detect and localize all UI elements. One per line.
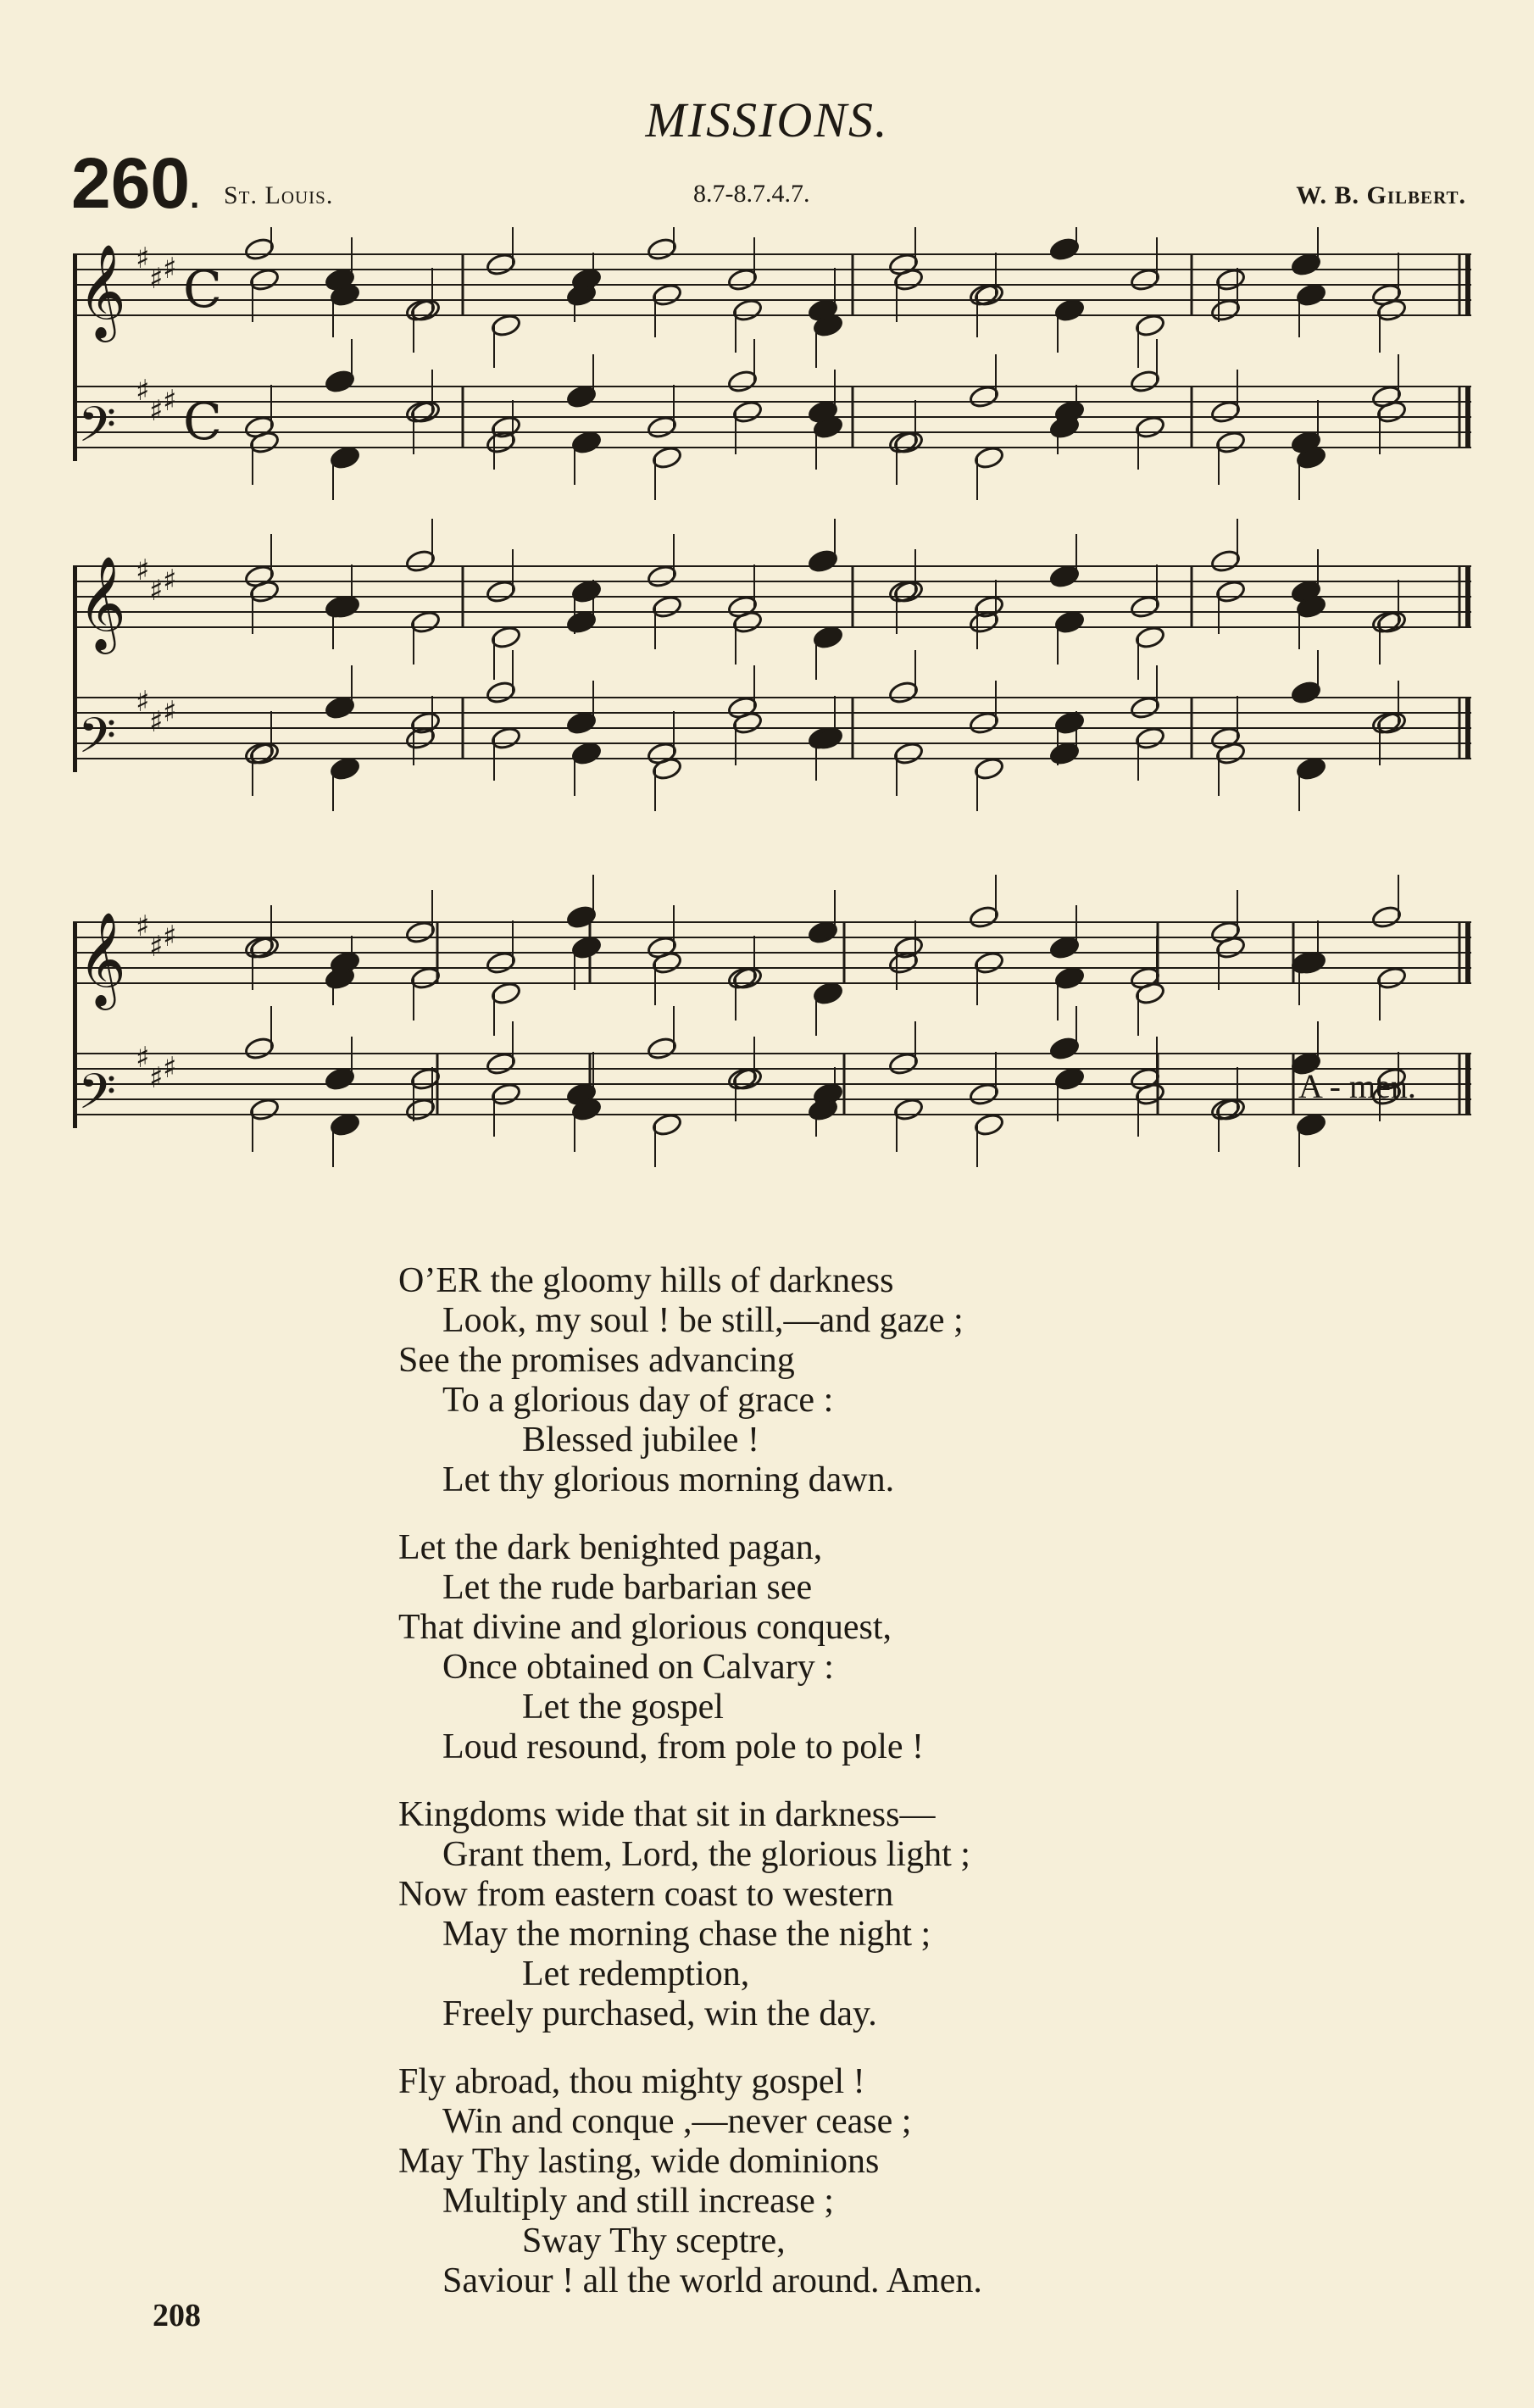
note-head <box>405 1097 436 1122</box>
note-head <box>1135 414 1166 440</box>
verse-line: Loud resound, from pole to pole ! <box>442 1727 925 1766</box>
sharp-sign: ♯ <box>136 909 150 943</box>
music-score <box>73 227 1471 1244</box>
note-head <box>330 756 361 781</box>
note-head <box>491 625 522 650</box>
note-head <box>1296 1112 1327 1137</box>
note-head <box>1210 298 1242 323</box>
verse-line: Let thy glorious morning dawn. <box>442 1460 895 1499</box>
note-head <box>652 445 683 470</box>
note-head <box>732 609 764 635</box>
note-head <box>1130 369 1161 394</box>
hymn-number-value: 260 <box>71 143 191 223</box>
hymn-number: 260. <box>71 143 200 223</box>
note-head <box>571 741 603 766</box>
verse-line: Let the gospel <box>522 1688 724 1727</box>
sharp-sign: ♯ <box>149 1061 164 1095</box>
sharp-sign: ♯ <box>149 262 164 296</box>
sharp-sign: ♯ <box>163 920 177 954</box>
sharp-sign: ♯ <box>136 1041 150 1075</box>
note-head <box>1296 756 1327 781</box>
note-head <box>486 680 517 705</box>
note-head <box>491 1082 522 1107</box>
note-head <box>486 1051 517 1076</box>
hymn-verses <box>398 1261 1458 2329</box>
note-head <box>974 445 1005 470</box>
note-head <box>1135 1082 1166 1107</box>
note-head <box>325 1066 356 1092</box>
verse-line: Now from eastern coast to western <box>398 1875 894 1914</box>
sharp-sign: ♯ <box>136 374 150 408</box>
note-head <box>969 384 1000 409</box>
sharp-sign: ♯ <box>163 384 177 418</box>
note-head <box>1049 564 1081 589</box>
note-head <box>652 950 683 976</box>
note-head <box>1215 741 1247 766</box>
note-head <box>249 430 281 455</box>
verse-line: Fly abroad, thou mighty gospel ! <box>398 2062 865 2101</box>
bass-clef: 𝄢 <box>78 396 117 465</box>
note-head <box>325 369 356 394</box>
note-head <box>732 298 764 323</box>
note-head <box>566 710 597 736</box>
note-head <box>571 935 603 960</box>
verse <box>398 1795 1458 2034</box>
note-head <box>1376 965 1408 991</box>
sharp-sign: ♯ <box>149 394 164 428</box>
note-head <box>1215 579 1247 604</box>
note-head <box>647 236 678 262</box>
common-time: C <box>183 260 222 320</box>
section-title: MISSIONS. <box>645 92 889 147</box>
verse-line: See the promises advancing <box>398 1341 795 1380</box>
note-head <box>571 579 603 604</box>
note-head <box>974 950 1005 976</box>
note-head <box>893 741 925 766</box>
note-head <box>1210 399 1242 425</box>
sharp-sign: ♯ <box>136 242 150 275</box>
note-head <box>1291 252 1322 277</box>
note-head <box>969 904 1000 930</box>
note-head <box>1135 313 1166 338</box>
sharp-sign: ♯ <box>149 574 164 608</box>
sharp-sign: ♯ <box>136 553 150 587</box>
verse-line: Saviour ! all the world around. Amen. <box>442 2261 982 2300</box>
treble-clef: 𝄞 <box>78 911 126 1006</box>
sharp-sign: ♯ <box>136 685 150 719</box>
note-head <box>486 950 517 976</box>
composer: W. B. Gilbert. <box>1296 181 1466 209</box>
verse <box>398 1261 1458 1500</box>
meter: 8.7-8.7.4.7. <box>693 180 810 208</box>
note-head <box>1215 267 1247 292</box>
sharp-sign: ♯ <box>163 1051 177 1085</box>
bass-clef: 𝄢 <box>78 1063 117 1132</box>
note-head <box>325 695 356 720</box>
sharp-sign: ♯ <box>149 705 164 739</box>
note-head <box>249 1097 281 1122</box>
note-head <box>1049 236 1081 262</box>
note-head <box>571 430 603 455</box>
note-head <box>566 384 597 409</box>
note-head <box>566 609 597 635</box>
sharp-sign: ♯ <box>163 564 177 598</box>
note-head <box>652 1112 683 1137</box>
verse-line: O’ER the gloomy hills of darkness <box>398 1261 894 1300</box>
note-head <box>1054 1066 1086 1092</box>
note-head <box>566 904 597 930</box>
note-head <box>1376 298 1408 323</box>
note-head <box>1049 1036 1081 1061</box>
verse-line: Freely purchased, win the day. <box>442 1994 877 2033</box>
verse-line: Let redemption, <box>522 1955 750 1994</box>
verse-line: May Thy lasting, wide dominions <box>398 2142 880 2181</box>
verse-line: Once obtained on Calvary : <box>442 1648 834 1687</box>
sharp-sign: ♯ <box>149 930 164 964</box>
note-head <box>813 625 844 650</box>
note-head <box>732 399 764 425</box>
verse-line: Let the dark benighted pagan, <box>398 1528 823 1567</box>
sharp-sign: ♯ <box>163 252 177 286</box>
note-head <box>647 1036 678 1061</box>
note-head <box>1054 710 1086 736</box>
note-head <box>1130 594 1161 620</box>
note-head <box>410 609 442 635</box>
note-head <box>1210 548 1242 574</box>
note-head <box>486 252 517 277</box>
note-head <box>244 1036 275 1061</box>
note-head <box>491 726 522 751</box>
note-head <box>486 579 517 604</box>
note-head <box>1376 399 1408 425</box>
verse-line: Grant them, Lord, the glorious light ; <box>442 1835 970 1874</box>
verse-line: Blessed jubilee ! <box>522 1421 759 1460</box>
note-head <box>1054 609 1086 635</box>
note-head <box>1054 965 1086 991</box>
note-head <box>1135 726 1166 751</box>
note-head <box>249 579 281 604</box>
note-head <box>330 445 361 470</box>
note-head <box>652 756 683 781</box>
note-head <box>330 1112 361 1137</box>
tune-name: St. Louis. <box>224 181 334 209</box>
note-head <box>727 369 759 394</box>
note-head <box>1135 981 1166 1006</box>
verse <box>398 2062 1458 2301</box>
note-head <box>491 981 522 1006</box>
note-head <box>1130 695 1161 720</box>
verse-line: May the morning chase the night ; <box>442 1915 931 1954</box>
note-head <box>808 920 839 945</box>
note-head <box>491 313 522 338</box>
note-head <box>1371 904 1403 930</box>
common-time: C <box>183 392 222 452</box>
verse-line: Multiply and still increase ; <box>442 2182 834 2221</box>
note-head <box>652 594 683 620</box>
note-head <box>1215 935 1247 960</box>
verse-line: Win and conque ,—never cease ; <box>442 2102 912 2141</box>
note-head <box>813 981 844 1006</box>
note-head <box>1215 430 1247 455</box>
verse <box>398 1528 1458 1767</box>
note-head <box>893 1097 925 1122</box>
note-head <box>405 548 436 574</box>
note-head <box>888 680 920 705</box>
bass-clef: 𝄢 <box>78 707 117 776</box>
page-number: 208 <box>153 2298 201 2333</box>
note-head <box>1130 267 1161 292</box>
note-head <box>808 548 839 574</box>
verse-line: Sway Thy sceptre, <box>522 2222 786 2261</box>
sharp-sign: ♯ <box>163 695 177 729</box>
note-head <box>893 267 925 292</box>
note-head <box>244 236 275 262</box>
note-head <box>1291 680 1322 705</box>
verse-line: Look, my soul ! be still,—and gaze ; <box>442 1301 964 1340</box>
note-head <box>405 920 436 945</box>
note-head <box>888 1051 920 1076</box>
note-head <box>974 756 1005 781</box>
amen-label: A - men. <box>1298 1067 1416 1105</box>
treble-clef: 𝄞 <box>78 555 126 650</box>
note-head <box>732 710 764 736</box>
note-head <box>652 282 683 308</box>
treble-clef: 𝄞 <box>78 243 126 338</box>
verse-line: That divine and glorious conquest, <box>398 1608 892 1647</box>
note-head <box>974 1112 1005 1137</box>
note-head <box>1054 298 1086 323</box>
verse-line: To a glorious day of grace : <box>442 1381 834 1420</box>
note-head <box>647 564 678 589</box>
verse-line: Let the rude barbarian see <box>442 1568 813 1607</box>
note-head <box>969 1082 1000 1107</box>
verse-line: Kingdoms wide that sit in darkness— <box>398 1795 936 1834</box>
note-head <box>249 267 281 292</box>
note-head <box>1296 282 1327 308</box>
note-head <box>1049 741 1081 766</box>
note-head <box>969 710 1000 736</box>
note-head <box>727 267 759 292</box>
note-head <box>1135 625 1166 650</box>
note-head <box>1049 935 1081 960</box>
note-head <box>647 414 678 440</box>
